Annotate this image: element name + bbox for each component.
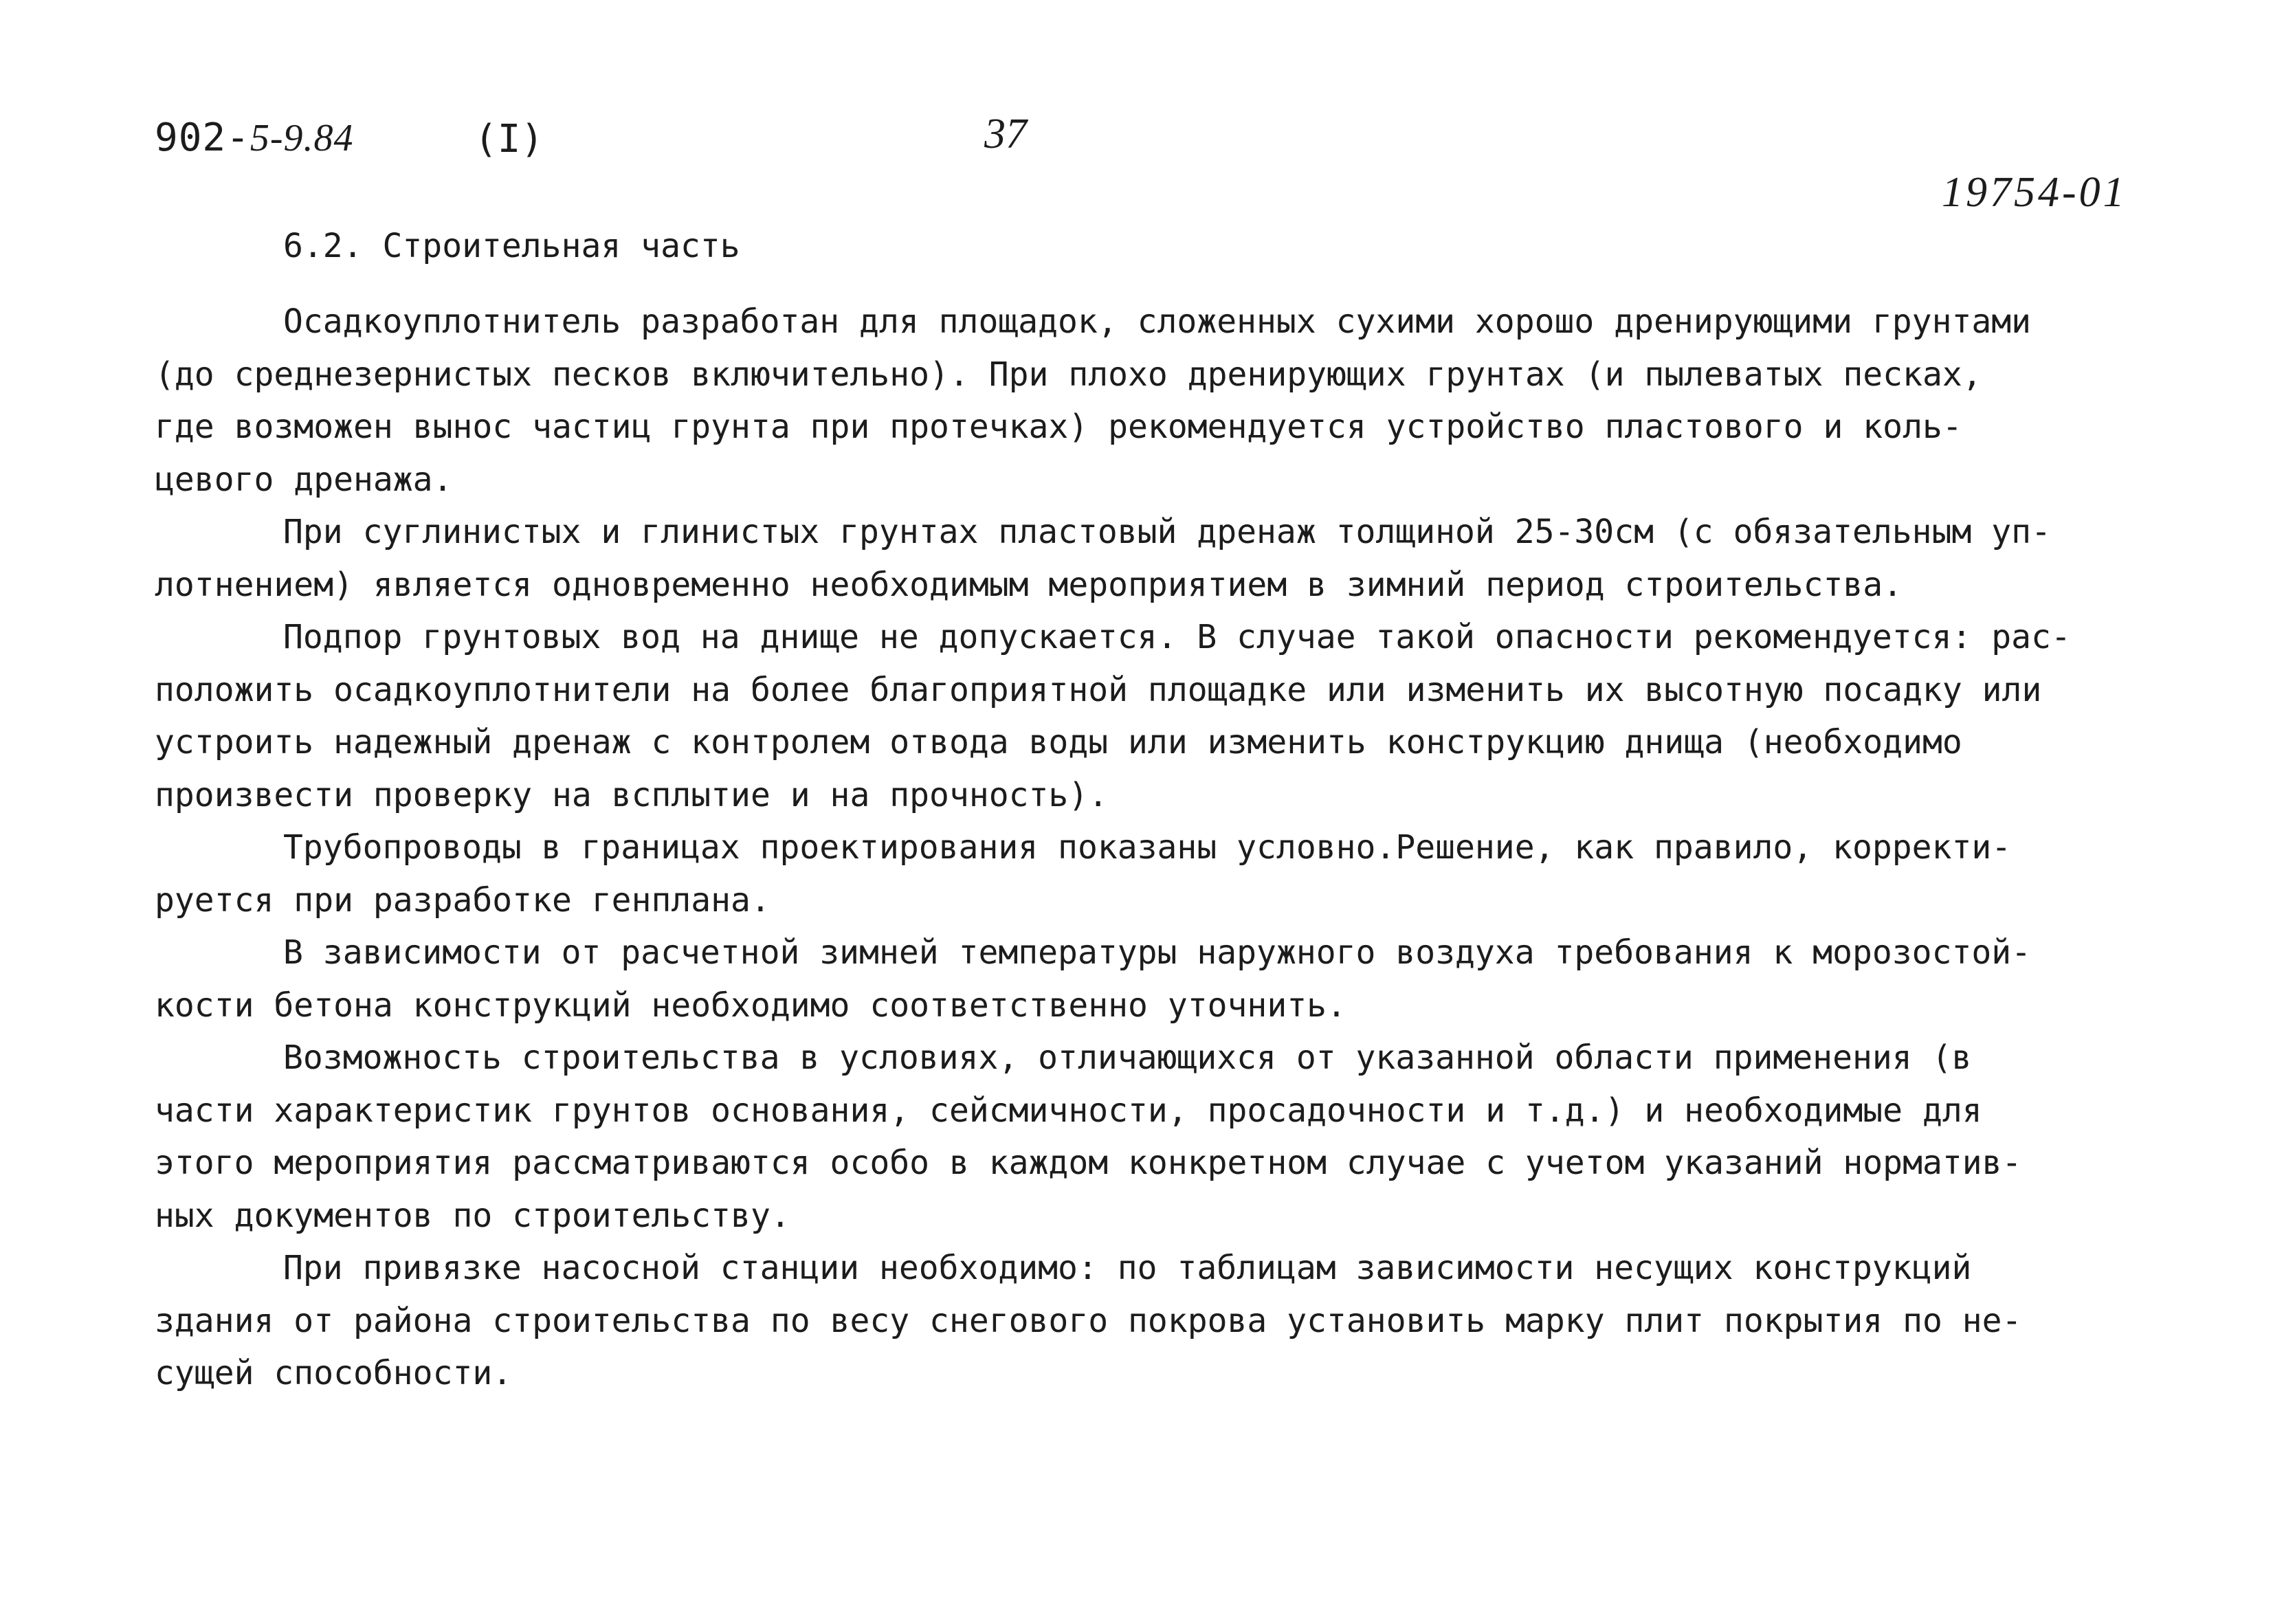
text-line: сущей способности. xyxy=(155,1354,513,1392)
text-line: части характеристик грунтов основания, сейсмичности, просадочности и т.д.) и необходимые для xyxy=(155,1091,1982,1130)
text-line: устроить надежный дренаж с контролем отвода воды или изменить конструкцию днища (необходимо xyxy=(155,723,1962,761)
text-line: Трубопроводы в границах проектирования показаны условно.Решение, как правило, корректи- xyxy=(283,828,2012,867)
document-code xyxy=(155,115,354,160)
section-title: 6.2. Строительная часть xyxy=(283,227,740,265)
volume-label: (I) xyxy=(474,117,544,162)
text-line: В зависимости от расчетной зимней температуры наружного воздуха требования к морозостой- xyxy=(283,933,2032,972)
document-code-prefix: 902- xyxy=(155,115,250,160)
text-line: кости бетона конструкций необходимо соответственно уточнить. xyxy=(155,986,1346,1025)
text-line: При привязке насосной станции необходимо: по таблицам зависимости несущих конструкций xyxy=(283,1249,1972,1287)
text-line: здания от района строительства по весу снегового покрова установить марку плит покрытия по не- xyxy=(155,1301,2022,1340)
text-line: произвести проверку на всплытие и на прочность). xyxy=(155,775,1109,814)
text-line: цевого дренажа. xyxy=(155,460,453,499)
text-line: положить осадкоуплотнители на более благоприятной площадке или изменить их высотную посадку или xyxy=(155,670,2042,709)
text-line: Осадкоуплотнитель разработан для площадок, сложенных сухими хорошо дренирующими грунтами xyxy=(283,302,2032,341)
text-line: Возможность строительства в условиях, отличающихся от указанной области применения (в xyxy=(283,1038,1972,1077)
text-line: При суглинистых и глинистых грунтах пластовый дренаж толщиной 25-30см (с обязательным уп- xyxy=(283,513,2051,551)
text-line: Подпор грунтовых вод на днище не допускается. В случае такой опасности рекомендуется: рас- xyxy=(283,618,2071,656)
text-line: этого мероприятия рассматриваются особо в каждом конкретном случае с учетом указаний норматив- xyxy=(155,1144,2022,1182)
page-number: 37 xyxy=(984,111,1027,157)
handwritten-document-number: 19754-01 xyxy=(1942,169,2127,216)
text-line: где возможен вынос частиц грунта при протечках) рекомендуется устройство пластового и коль- xyxy=(155,408,1962,446)
text-line: лотнением) является одновременно необходимым мероприятием в зимний период строительства. xyxy=(155,565,1903,604)
text-line: ных документов по строительству. xyxy=(155,1196,790,1235)
body-text xyxy=(155,296,2217,1400)
text-line: (до среднезернистых песков включительно). При плохо дренирующих грунтах (и пылеватых песках, xyxy=(155,355,1982,394)
document-code-handwritten: 5-9.84 xyxy=(250,117,354,159)
text-line: руется при разработке генплана. xyxy=(155,880,770,920)
